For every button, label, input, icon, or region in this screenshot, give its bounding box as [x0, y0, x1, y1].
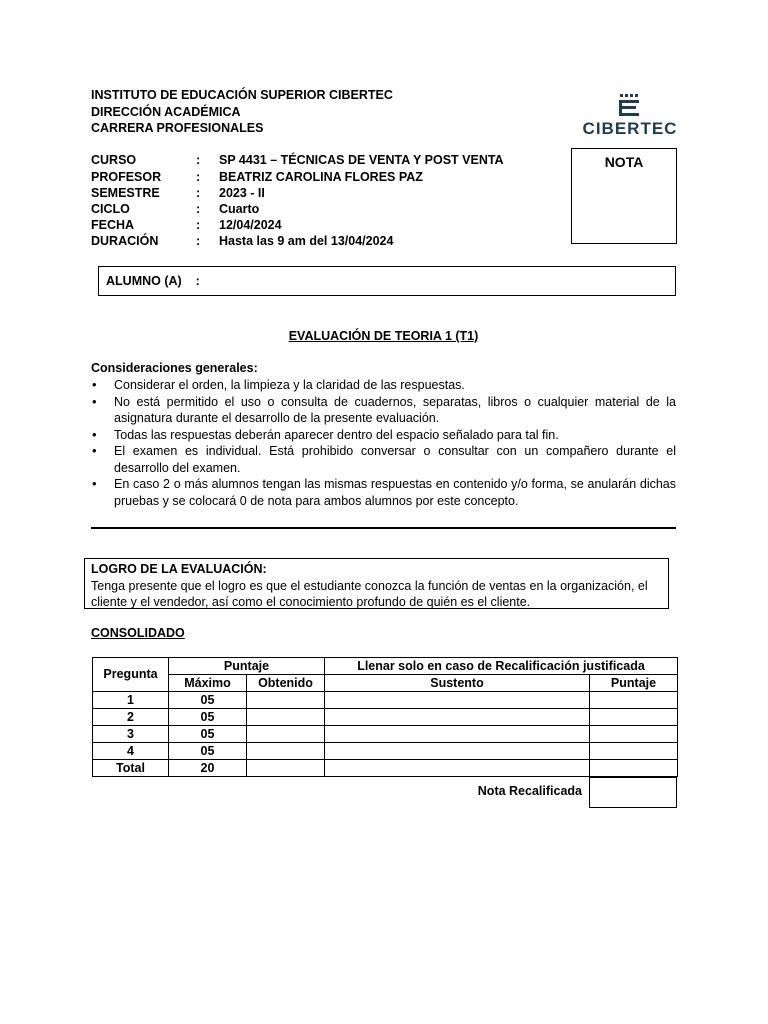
cell-sustento[interactable]: [325, 726, 590, 743]
cell-maximo: 20: [169, 760, 247, 777]
nota-recalificada-field[interactable]: [589, 777, 677, 808]
table-row: [93, 692, 678, 709]
nota-label: NOTA: [604, 154, 644, 170]
cell-pregunta: Total: [93, 760, 169, 777]
consolidado-title: CONSOLIDADO: [91, 626, 185, 640]
separator-line: [91, 527, 676, 529]
logro-text: Tenga presente que el logro es que el estudiante conozca la función de ventas en la organización, el cliente y el vendedor, así como el conocimiento profundo de quién es el cliente.: [91, 578, 648, 609]
cell-pregunta: 4: [93, 743, 169, 760]
table-row: [93, 726, 678, 743]
header-puntaje-recal: Puntaje: [590, 675, 678, 692]
cell-puntaje-recal[interactable]: [590, 726, 678, 743]
table-row: [93, 743, 678, 760]
cell-obtenido[interactable]: [247, 709, 325, 726]
table-row: [93, 760, 678, 777]
cell-maximo: 05: [169, 743, 247, 760]
cell-sustento[interactable]: [325, 709, 590, 726]
logro-box: [84, 558, 669, 609]
cell-obtenido[interactable]: [247, 760, 325, 777]
cell-puntaje-recal[interactable]: [590, 743, 678, 760]
cell-pregunta: 2: [93, 709, 169, 726]
cibertec-emblem-icon: [580, 92, 680, 138]
cell-obtenido[interactable]: [247, 726, 325, 743]
direction-name: DIRECCIÓN ACADÉMICA: [91, 104, 241, 119]
header-sustento: Sustento: [325, 675, 590, 692]
cell-sustento[interactable]: [325, 692, 590, 709]
alumno-field[interactable]: [98, 266, 676, 296]
cell-maximo: 05: [169, 692, 247, 709]
header-puntaje: Puntaje: [169, 658, 325, 675]
cell-maximo: 05: [169, 726, 247, 743]
cibertec-logo: [580, 92, 680, 138]
cell-puntaje-recal[interactable]: [590, 760, 678, 777]
consolidado-table: [92, 657, 678, 777]
list-item: • En caso 2 o más alumnos tengan las mismas respuestas en contenido y/o forma, se anularán dichas pruebas y se colocará 0 de nota para ambos alumnos por este concepto.: [91, 476, 676, 509]
nota-recalificada-label: Nota Recalificada: [477, 784, 582, 798]
cell-obtenido[interactable]: [247, 743, 325, 760]
list-item: • Considerar el orden, la limpieza y la claridad de las respuestas.: [91, 377, 676, 394]
header-pregunta: Pregunta: [93, 658, 169, 692]
header-obtenido: Obtenido: [247, 675, 325, 692]
cell-maximo: 05: [169, 709, 247, 726]
nota-box[interactable]: [571, 148, 677, 244]
cell-puntaje-recal[interactable]: [590, 692, 678, 709]
table-row: [93, 709, 678, 726]
cell-pregunta: 3: [93, 726, 169, 743]
list-item: • No está permitido el uso o consulta de cuadernos, separatas, libros o cualquier material de la asignatura durante el desarrollo de la presente evaluación.: [91, 394, 676, 427]
cell-sustento[interactable]: [325, 760, 590, 777]
considerations-list: [91, 377, 676, 509]
institute-name: INSTITUTO DE EDUCACIÓN SUPERIOR CIBERTEC: [91, 88, 393, 102]
cell-sustento[interactable]: [325, 743, 590, 760]
considerations-title: Consideraciones generales:: [91, 361, 258, 375]
list-item: • El examen es individual. Está prohibido conversar o consultar con un compañero durante el desarrollo del examen.: [91, 443, 676, 476]
cell-puntaje-recal[interactable]: [590, 709, 678, 726]
career-name: CARRERA PROFESIONALES: [91, 121, 264, 135]
logo-text: CIBERTEC: [582, 119, 678, 138]
alumno-label: ALUMNO (A) :: [106, 274, 200, 288]
list-item: • Todas las respuestas deberán aparecer dentro del espacio señalado para tal fin.: [91, 427, 676, 444]
header-recalificacion: Llenar solo en caso de Recalificación justificada: [325, 658, 678, 675]
header-maximo: Máximo: [169, 675, 247, 692]
evaluation-title: EVALUACIÓN DE TEORIA 1 (T1): [288, 329, 479, 343]
cell-obtenido[interactable]: [247, 692, 325, 709]
cell-pregunta: 1: [93, 692, 169, 709]
logro-title: LOGRO DE LA EVALUACIÓN:: [91, 562, 267, 576]
